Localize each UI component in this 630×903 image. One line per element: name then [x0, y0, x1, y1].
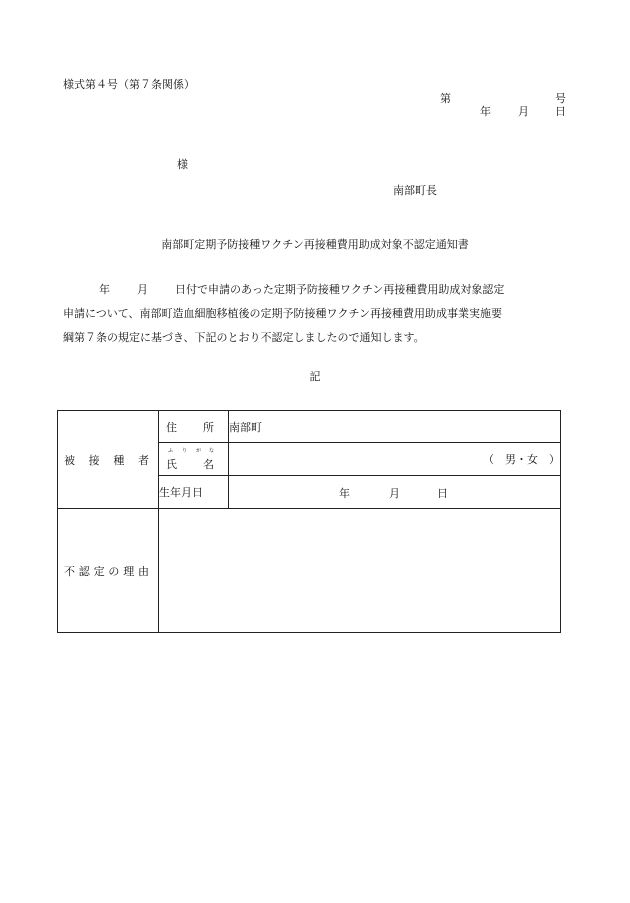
body-line-3: 綱第７条の規定に基づき、下記のとおり不認定しましたので通知します。 [63, 331, 425, 344]
dob-label: 生年月日 [159, 476, 229, 509]
body-line-2: 申請について、南部町造血細胞移植後の定期予防接種ワクチン再接種費用助成事業実施要 [63, 307, 503, 320]
addressee-honorific: 様 [177, 158, 188, 171]
dob-year: 年 [339, 487, 350, 500]
body-line-1-text: 日付で申請のあった定期予防接種ワクチン再接種費用助成対象認定 [175, 283, 505, 296]
ki-heading: 記 [309, 370, 321, 383]
dob-month: 月 [389, 487, 400, 500]
address-field[interactable]: 南部町 [229, 411, 561, 443]
vaccinee-label: 被 接 種 者 [64, 453, 149, 467]
dob-field[interactable] [229, 476, 561, 509]
reason-label-cell [58, 509, 159, 633]
vaccinee-label-cell [58, 411, 159, 509]
issue-date-day: 日 [555, 105, 566, 118]
document-number-suffix: 号 [555, 92, 566, 105]
issuer-name: 南部町長 [393, 184, 437, 197]
reason-field[interactable] [159, 509, 561, 633]
body-year: 年 [99, 283, 110, 296]
address-label-cell [159, 411, 229, 443]
dob-day: 日 [437, 487, 448, 500]
reason-label: 不 認 定 の 理 由 [64, 564, 149, 578]
form-number: 様式第４号（第７条関係） [63, 78, 195, 91]
name-label: ふ り が な 氏 名 [166, 448, 215, 471]
issue-date-year: 年 [480, 105, 491, 118]
document-number-prefix: 第 [440, 92, 451, 105]
details-table [57, 410, 561, 633]
name-label-cell [159, 443, 229, 476]
notice-body [63, 278, 573, 350]
issue-date-month: 月 [518, 105, 529, 118]
name-field[interactable] [229, 443, 561, 476]
document-title: 南部町定期予防接種ワクチン再接種費用助成対象不認定通知書 [161, 238, 469, 251]
address-label: 住 所 [166, 420, 214, 434]
gender-selector[interactable]: （ 男・女 ） [483, 453, 560, 466]
body-line-1 [63, 278, 573, 302]
body-month: 月 [137, 283, 148, 296]
